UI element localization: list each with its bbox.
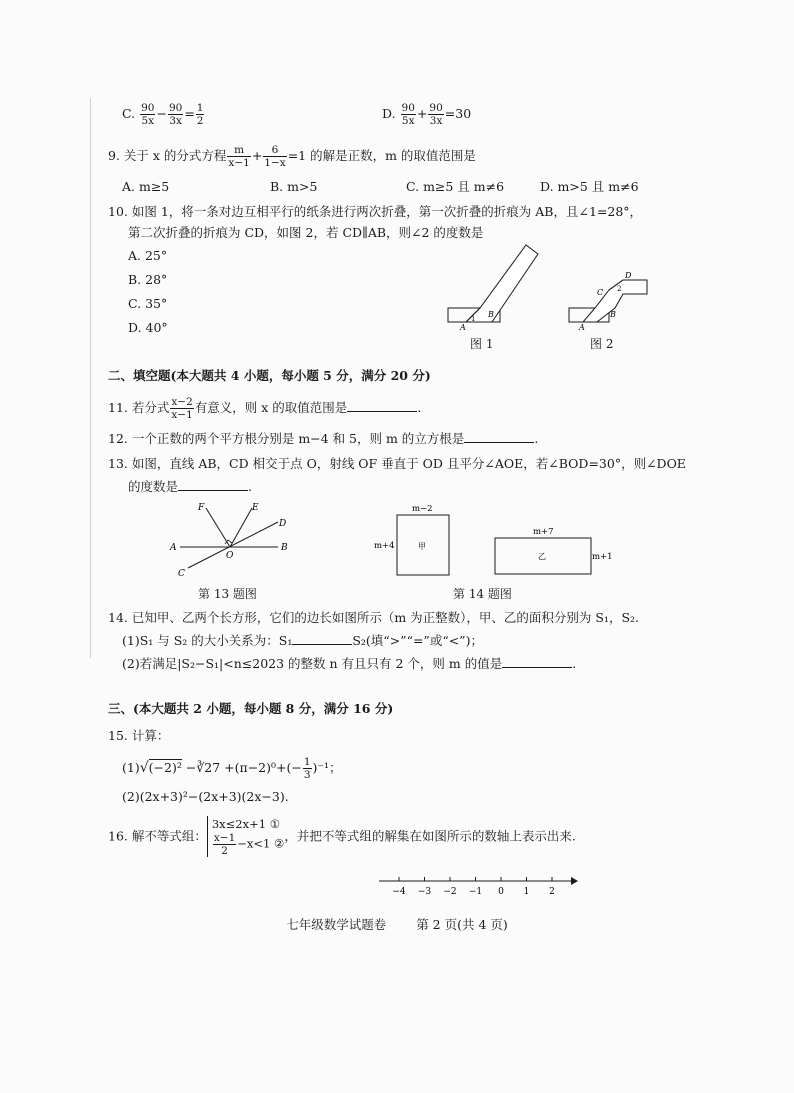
option-label: D.	[382, 106, 396, 121]
operator: =	[184, 106, 195, 121]
yi-top-label: m+7	[533, 527, 554, 537]
q13-line2	[128, 478, 252, 496]
period: .	[534, 431, 539, 446]
fraction	[196, 102, 205, 127]
jia-top-label: m−2	[412, 504, 433, 514]
label-b: B	[610, 310, 616, 319]
numerator: 6	[263, 144, 286, 157]
q10-option-b: B. 28°	[128, 272, 168, 287]
q9-option-c: C. m≥5 且 m≠6	[406, 179, 505, 194]
section-3-title: 三、(本大题共 2 小题，每小题 8 分，满分 16 分)	[108, 701, 394, 716]
angle-1-label: 1	[471, 315, 476, 323]
label-c: C	[178, 569, 185, 579]
axis-tick-label: −1	[468, 887, 483, 897]
q15-part1	[122, 756, 342, 781]
equation-tail: =30	[444, 106, 472, 121]
section-2-title: 二、填空题(本大题共 4 小题，每小题 5 分，满分 20 分)	[108, 368, 431, 383]
numerator: 1	[303, 756, 311, 768]
q12-text: 12. 一个正数的两个平方根分别是 m−4 和 5，则 m 的立方根是	[108, 431, 465, 446]
option-label: C.	[122, 106, 136, 121]
label-a: A	[579, 323, 585, 330]
fraction	[303, 756, 312, 781]
denominator: 3x	[169, 115, 182, 127]
operator: +	[416, 106, 428, 121]
q15-part1-tail: )⁻¹；	[312, 760, 342, 775]
fraction	[170, 396, 193, 421]
q14-part1-suffix: S₂(填“>”“=”或“<”)；	[352, 633, 483, 648]
q10-line1: 10. 如图 1，将一条对边互相平行的纸条进行两次折叠，第一次折叠的折痕为 AB，且∠1=28°，	[108, 204, 643, 219]
q16-stem	[108, 816, 576, 857]
q13-figure	[168, 500, 298, 580]
label-c: C	[597, 288, 604, 297]
q13-line1: 13. 如图，直线 AB，CD 相交于点 O，射线 OF 垂直于 OD 且平分∠AOE，若∠BOD=30°，则∠DOE	[108, 456, 686, 471]
q10-figure-2	[565, 268, 655, 330]
q15-title: 15. 计算：	[108, 728, 170, 743]
numerator: 90	[429, 102, 443, 114]
q9-stem	[108, 144, 476, 169]
axis-tick-label: 0	[498, 887, 504, 897]
q11-suffix: 有意义，则 x 的取值范围是	[194, 400, 348, 415]
axis-tick-label: −3	[417, 887, 432, 897]
q16-suffix: ，并把不等式组的解集在如图所示的数轴上表示出来.	[284, 828, 576, 844]
label-a: A	[460, 323, 466, 330]
folded-strip	[466, 245, 538, 322]
arrow-icon	[571, 877, 578, 885]
label-d: D	[279, 519, 287, 529]
label-e: E	[252, 503, 259, 513]
sqrt-radicand: (−2)²	[148, 760, 182, 775]
numerator: m	[227, 144, 250, 157]
q14-line1: 14. 已知甲、乙两个长方形，它们的边长如图所示（m 为正整数），甲、乙的面积分别为 S₁，S₂.	[108, 610, 640, 625]
label-o: O	[226, 551, 234, 561]
angle-2-label: 2	[617, 285, 622, 293]
q10-option-c: C. 35°	[128, 296, 168, 311]
q10-figure-1	[440, 240, 540, 330]
binding-line	[90, 98, 91, 658]
inequality-system	[207, 816, 284, 857]
denominator: 5x	[401, 115, 415, 127]
denominator: x−1	[171, 409, 193, 421]
q9-option-b: B. m>5	[270, 179, 318, 194]
q10-option-a: A. 25°	[128, 248, 168, 263]
label-b: B	[281, 543, 288, 553]
q14-figure	[370, 500, 620, 580]
fraction	[401, 102, 416, 127]
denominator: 3	[303, 769, 311, 781]
page-footer	[0, 915, 794, 933]
q13-line2-text: 的度数是	[128, 479, 179, 494]
answer-blank[interactable]	[502, 667, 572, 668]
operator: +	[251, 148, 263, 163]
numerator: 90	[168, 102, 183, 114]
answer-blank[interactable]	[347, 411, 417, 412]
answer-blank[interactable]	[178, 490, 248, 491]
label-d: D	[625, 271, 632, 280]
q12-stem	[108, 430, 538, 448]
period: .	[417, 400, 422, 415]
operator: −	[156, 106, 167, 121]
yi-right-label: m+1	[592, 552, 613, 562]
jia-name: 甲	[418, 542, 426, 551]
numerator: x−1	[213, 832, 236, 844]
q11-prefix: 11. 若分式	[108, 400, 170, 415]
q15-part1-prefix: (1)	[122, 760, 140, 775]
q9-prefix: 9. 关于 x 的分式方程	[108, 148, 227, 163]
denominator: 2	[196, 115, 204, 127]
numerator: 90	[141, 102, 155, 114]
label-f: F	[198, 503, 205, 513]
q14-figure-caption: 第 14 题图	[453, 587, 512, 601]
period: .	[248, 479, 252, 494]
number-line[interactable]	[375, 872, 580, 898]
q9-option-a: A. m≥5	[122, 179, 170, 194]
q15-part1-mid: −∛27 +(π−2)⁰+(−	[181, 760, 302, 775]
denominator: x−1	[228, 157, 250, 169]
fraction	[213, 832, 236, 857]
denominator: 3x	[429, 115, 443, 127]
figure-2-caption: 图 2	[590, 337, 614, 351]
q14-part2	[122, 655, 576, 673]
q10-option-d: D. 40°	[128, 320, 168, 335]
numerator: 90	[401, 102, 415, 114]
q13-figure-caption: 第 13 题图	[198, 587, 257, 601]
fraction	[168, 102, 183, 127]
q11-stem	[108, 396, 421, 421]
axis-ticks	[392, 877, 555, 897]
sqrt-icon: √	[139, 760, 149, 776]
q9-option-d: D. m>5 且 m≠6	[540, 179, 639, 194]
fraction	[263, 144, 286, 169]
q14-part1	[122, 632, 483, 650]
denominator: 5x	[141, 115, 155, 127]
denominator: 2	[221, 845, 228, 857]
q14-part2-prefix: (2)若满足|S₂−S₁|<n≤2023 的整数 n 有且只有 2 个，则 m 的值是	[122, 656, 503, 671]
q8-option-d	[382, 102, 471, 127]
fraction	[227, 144, 250, 169]
numerator: 1	[196, 102, 204, 114]
inequality-1: 3x≤2x+1 ①	[211, 817, 281, 831]
q15-part2: (2)(2x+3)²−(2x+3)(2x−3).	[122, 789, 289, 804]
fraction	[428, 102, 443, 127]
numerator: x−2	[171, 396, 193, 408]
line-cd	[188, 522, 278, 568]
label-b: B	[488, 310, 494, 319]
q8-option-c	[122, 102, 205, 127]
axis-tick-label: 1	[523, 887, 530, 897]
q14-part1-prefix: (1)S₁ 与 S₂ 的大小关系为：S₁	[122, 633, 293, 648]
inequality-2-tail: −x<1 ②	[237, 836, 285, 851]
denominator: 1−x	[264, 157, 286, 169]
answer-blank[interactable]	[292, 644, 352, 645]
axis-tick-label: −4	[392, 887, 406, 897]
footer-page-number: 第 2 页(共 4 页)	[416, 917, 508, 932]
period: .	[572, 656, 577, 671]
q10-line2: 第二次折叠的折痕为 CD，如图 2，若 CD∥AB，则∠2 的度数是	[128, 225, 484, 240]
label-a: A	[170, 543, 177, 553]
axis-tick-label: 2	[549, 887, 555, 897]
jia-left-label: m+4	[374, 541, 395, 551]
footer-title: 七年级数学试题卷	[286, 917, 387, 932]
answer-blank[interactable]	[464, 442, 534, 443]
q9-suffix: =1 的解是正数，m 的取值范围是	[287, 148, 476, 163]
ray-of	[206, 508, 230, 547]
yi-name: 乙	[538, 552, 546, 561]
q16-prefix: 16. 解不等式组：	[108, 828, 207, 844]
fraction	[140, 102, 155, 127]
figure-1-caption: 图 1	[470, 337, 494, 351]
axis-tick-label: −2	[443, 887, 457, 897]
